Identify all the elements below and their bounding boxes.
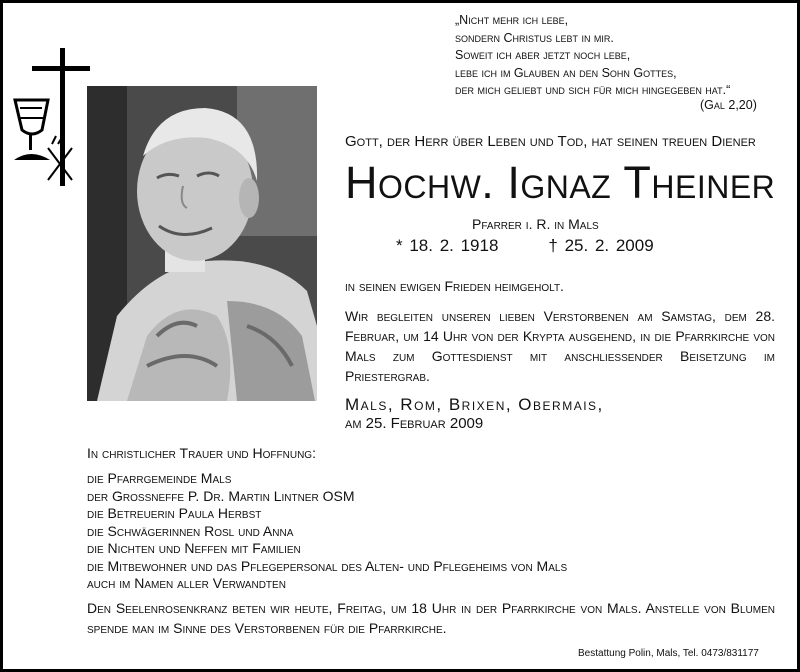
mourner-item: auch im Namen aller Verwandten [87,575,286,591]
birth-date: * 18. 2. 1918 [396,236,499,255]
mourners-list [87,470,567,593]
bible-quote: „Nicht mehr ich lebe, sondern Christus lebt in mir. Soweit ich aber jetzt noch lebe, lebe ich im Glauben an den Sohn Gottes, der mich geliebt und sich für mich hingegeben hat.“ [455,13,731,97]
undertaker-credit: Bestattung Polin, Mals, Tel. 0473/831177 [578,648,759,659]
portrait-photo [87,86,317,401]
cross-chalice-icon [12,48,92,188]
mourner-item: die Pfarrgemeinde Mals [87,470,232,486]
date-line: am 25. Februar 2009 [345,415,484,432]
life-dates [396,236,654,256]
mourner-item: die Schwägerinnen Rosl und Anna [87,522,294,539]
mourning-heading: In christlicher Trauer und Hoffnung: [87,445,316,461]
mourner-item: die Nichten und Neffen mit Familien [87,540,301,556]
bible-quote-reference: (Gal 2,20) [700,98,757,112]
deceased-title: Pfarrer i. R. in Mals [472,216,599,232]
place-line: Mals, Rom, Brixen, Obermais, [345,395,604,414]
mourner-item: die Betreuerin Paula Herbst [87,505,262,521]
deceased-name: Hochw. Ignaz Theiner [345,157,776,208]
rest-line: in seinen ewigen Frieden heimgeholt. [345,278,564,294]
mourner-item: die Mitbewohner und das Pflegepersonal des Alten- und Pflegeheims von Mals [87,557,568,574]
funeral-details: Wir begleiten unseren lieben Verstorbenen am Samstag, dem 28. Februar, um 14 Uhr von der Krypta ausgehend, in die Pfarrkirche von Mals zum Gottesdienst mit anschliessender Beisetzung im Priestergrab. [345,308,775,384]
death-date: † 25. 2. 2009 [548,236,654,255]
mourner-item: der Grossneffe P. Dr. Martin Lintner OSM [87,487,355,504]
rosary-notice: Den Seelenrosenkranz beten wir heute, Freitag, um 18 Uhr in der Pfarrkirche von Mals. Anstelle von Blumen spende man im Sinne des Verstorbenen für die Pfarrkirche. [87,600,775,636]
intro-line: Gott, der Herr über Leben und Tod, hat seinen treuen Diener [345,133,756,150]
